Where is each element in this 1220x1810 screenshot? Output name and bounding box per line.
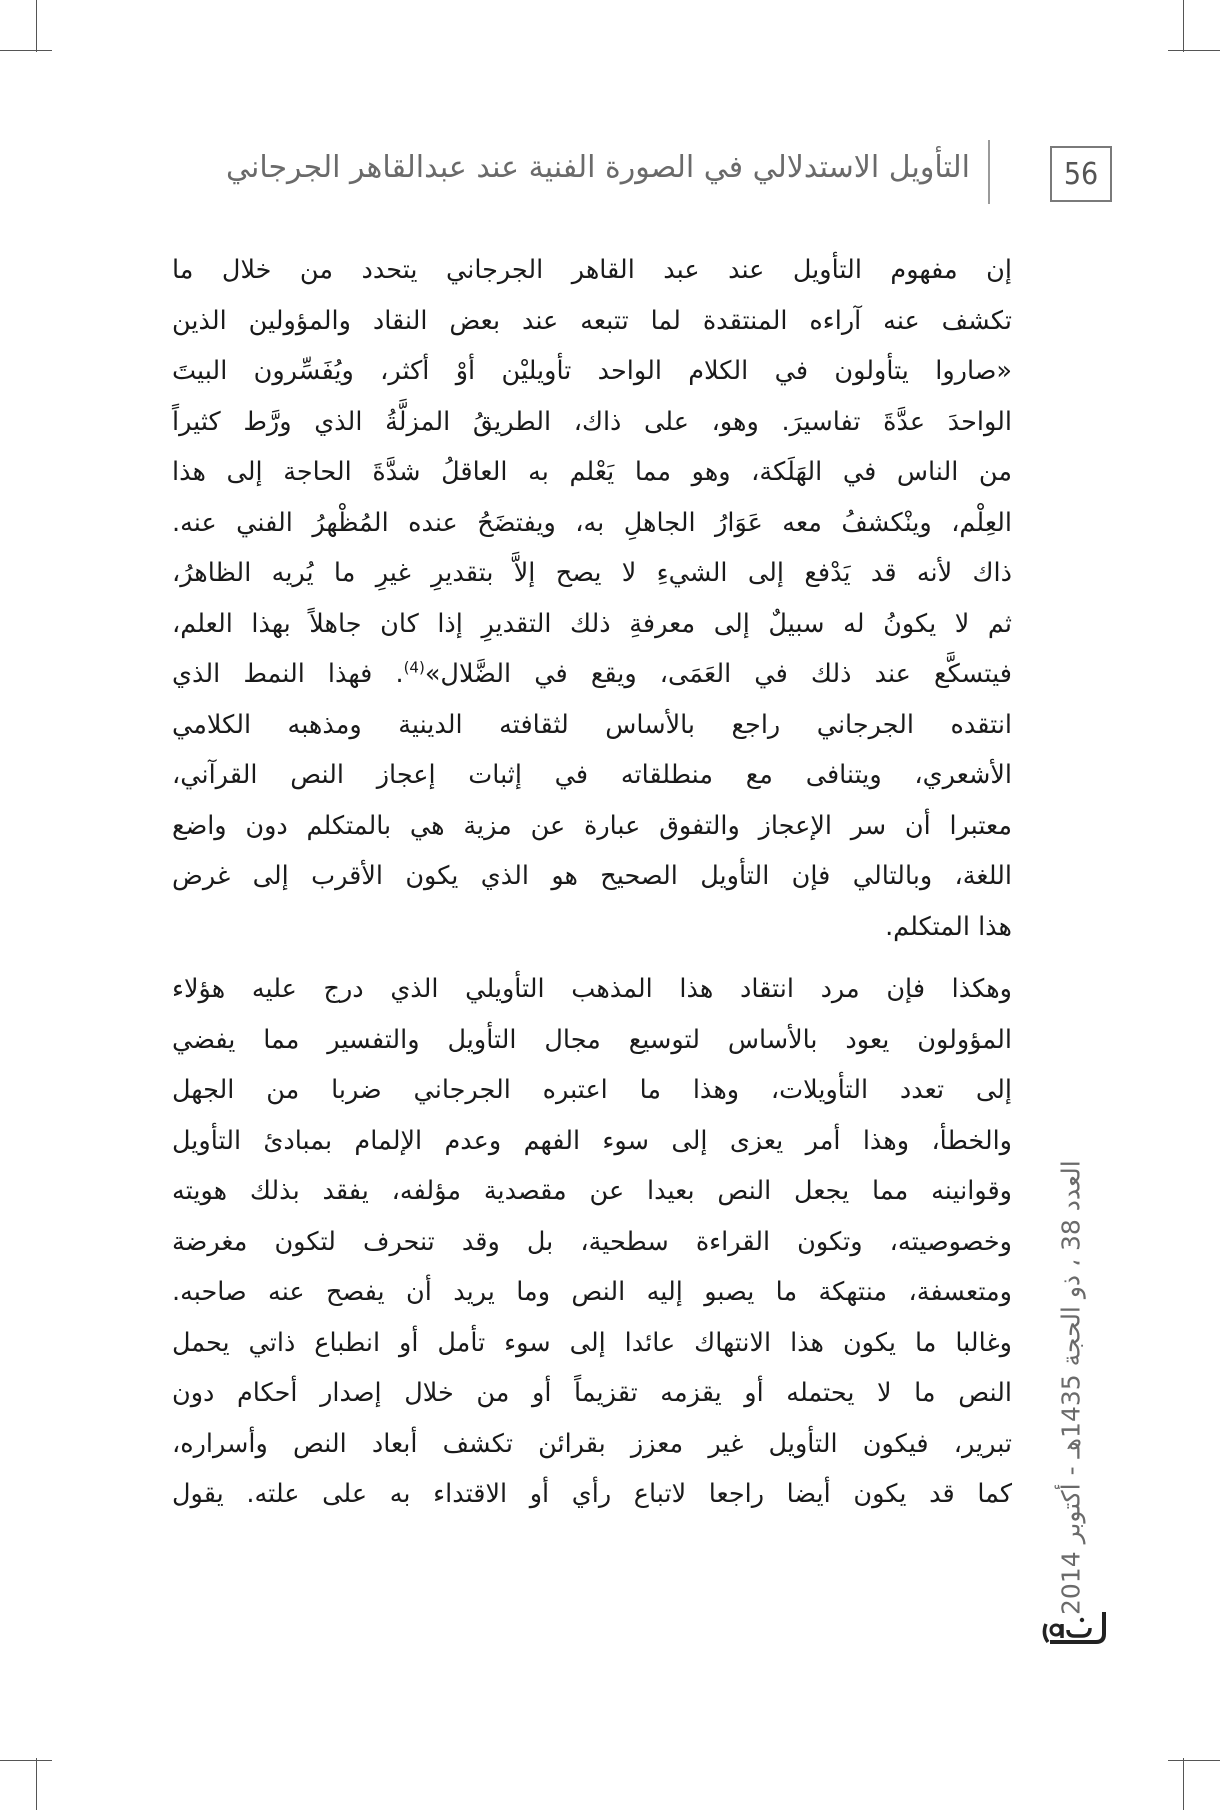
text-line: فيتسكَّع عند ذلك في العَمَى، ويقع في الضَّلال»$^{(4)}$. فهذا النمط الذي xyxy=(172,658,1012,689)
text-line: العِلْم، وينْكشفُ معه عَوَارُ الجاهلِ به، ويفتضَحُ عنده المُظْهرُ الفني عنه. xyxy=(172,507,1012,538)
text-line: «صاروا يتأولون في الكلام الواحد تأويليْن أوْ أكثر، ويُفَسِّرون البيتَ xyxy=(172,356,1012,386)
text-line: معتبرا أن سر الإعجاز والتفوق عبارة عن مزية هي بالمتكلم دون واضع xyxy=(172,810,1012,841)
crop-mark xyxy=(1183,1758,1184,1810)
text-line: تبرير، فيكون التأويل غير معزز بقرائن تكشف أبعاد النص وأسراره، xyxy=(172,1428,1012,1459)
text-line: انتقده الجرجاني راجع بالأساس لثقافته الدينية ومذهبه الكلامي xyxy=(172,709,1012,740)
text-line: من الناس في الهَلَكة، وهو مما يَعْلم به العاقلُ شدَّةَ الحاجة إلى هذا xyxy=(172,457,1012,487)
article-body xyxy=(172,245,1012,1520)
text-line: هذا المتكلم. xyxy=(885,911,1012,942)
journal-logo-icon xyxy=(1040,1608,1110,1648)
text-line: وغالبا ما يكون هذا الانتهاك عائدا إلى سوء تأمل أو انطباع ذاتي يحمل xyxy=(172,1327,1012,1358)
text-line: والخطأ، وهذا أمر يعزى إلى سوء الفهم وعدم الإلمام بمبادئ التأويل xyxy=(172,1125,1012,1156)
crop-mark xyxy=(0,50,52,51)
text-line: إن مفهوم التأويل عند عبد القاهر الجرجاني يتحدد من خلال ما xyxy=(172,255,1012,285)
text-line: ذاك لأنه قد يَدْفع إلى الشيءِ لا يصح إلاَّ بتقديرِ غيرِ ما يُريه الظاهرُ، xyxy=(172,558,1012,588)
text-line: وخصوصيته، وتكون القراءة سطحية، بل وقد تنحرف لتكون مغرضة xyxy=(172,1226,1012,1257)
text-line: النص ما لا يحتمله أو يقزمه تقزيماً أو من خلال إصدار أحكام دون xyxy=(172,1378,1012,1408)
text-line: وهكذا فإن مرد انتقاد هذا المذهب التأويلي الذي درج عليه هؤلاء xyxy=(172,974,1012,1004)
paragraph-1 xyxy=(172,245,1012,952)
text-line: اللغة، وبالتالي فإن التأويل الصحيح هو الذي يكون الأقرب إلى غرض xyxy=(172,861,1012,891)
text-line: ومتعسفة، منتهكة ما يصبو إليه النص وما يريد أن يفصح عنه صاحبه. xyxy=(172,1277,1012,1307)
text-line: ثم لا يكونُ له سبيلٌ إلى معرفةِ ذلك التقديرِ إذا كان جاهلاً بهذا العلم، xyxy=(172,608,1012,639)
text-line: المؤولون يعود بالأساس لتوسيع مجال التأويل والتفسير مما يفضي xyxy=(172,1024,1012,1055)
text-line: الواحدَ عدَّةَ تفاسيرَ. وهو، على ذاك، الطريقُ المزلَّةُ الذي ورَّط كثيراً xyxy=(172,406,1012,437)
text-line: إلى تعدد التأويلات، وهذا ما اعتبره الجرجاني ضربا من الجهل xyxy=(172,1075,1012,1105)
crop-mark xyxy=(1183,0,1184,52)
crop-mark xyxy=(36,0,37,52)
paragraph-2 xyxy=(172,964,1012,1520)
text-line: تكشف عنه آراءه المنتقدة لما تتبعه عند بعض النقاد والمؤولين الذين xyxy=(172,305,1012,336)
header-divider xyxy=(988,140,990,204)
crop-mark xyxy=(0,1760,52,1761)
text-line: كما قد يكون أيضا راجعا لاتباع رأي أو الاقتداء به على علته. يقول xyxy=(172,1479,1012,1509)
text-line: الأشعري، ويتنافى مع منطلقاته في إثبات إعجاز النص القرآني، xyxy=(172,760,1012,790)
page-number: 56 xyxy=(1050,146,1112,202)
issue-info: العدد 38 ، ذو الحجة 1435هـ - أكتوبر 2014 xyxy=(1056,1160,1086,1615)
running-title: التأويل الاستدلالي في الصورة الفنية عند عبدالقاهر الجرجاني xyxy=(226,150,970,185)
text-line: وقوانينه مما يجعل النص بعيدا عن مقصدية مؤلفه، يفقد بذلك هويته xyxy=(172,1176,1012,1206)
footnote-ref: (4) xyxy=(403,658,425,677)
crop-mark xyxy=(1168,50,1220,51)
crop-mark xyxy=(1168,1760,1220,1761)
crop-mark xyxy=(36,1758,37,1810)
